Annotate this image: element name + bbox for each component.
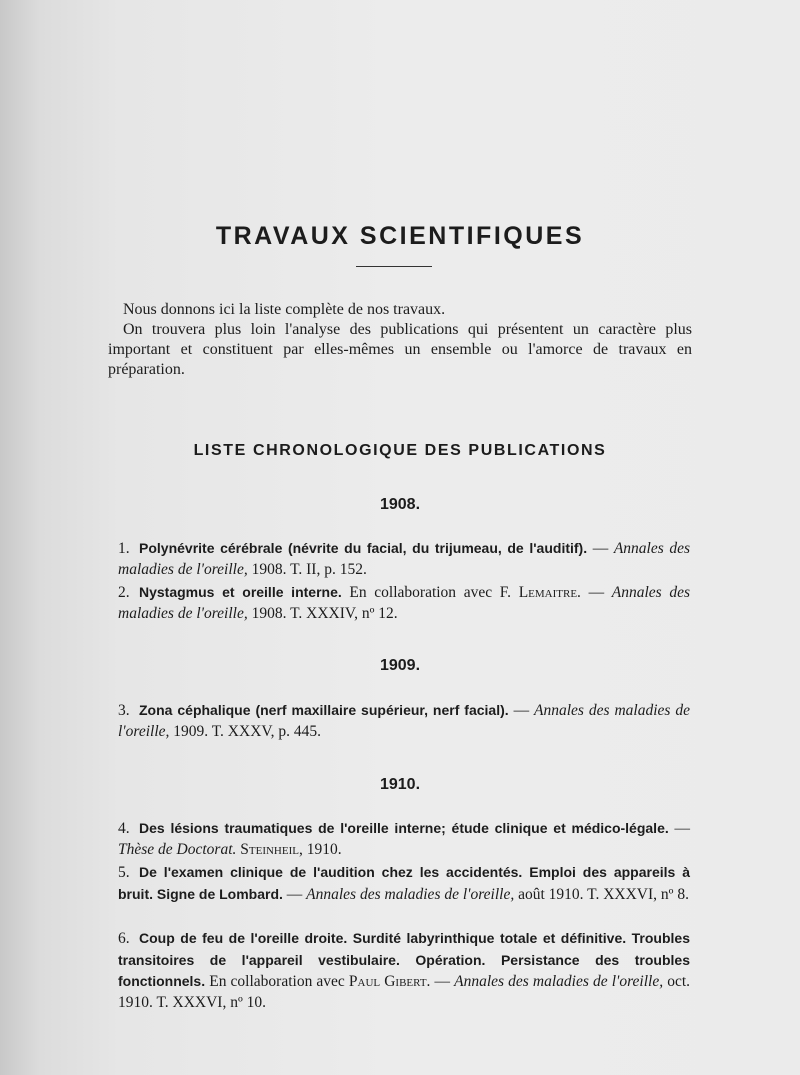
entry-journal: Annales des maladies de l'oreille, [118, 702, 690, 740]
publication-entry-1 [118, 538, 690, 580]
entry-reference: août 1910. T. XXXVI, nº 8. [514, 885, 689, 903]
entry-number: 3. [118, 702, 130, 719]
entry-dash: — [668, 820, 690, 837]
entry-number: 5. [118, 864, 130, 881]
page-title: TRAVAUX SCIENTIFIQUES [215, 222, 585, 250]
section-heading: LISTE CHRONOLOGIQUE DES PUBLICATIONS [193, 442, 607, 459]
publication-entry-6 [118, 928, 690, 1013]
entry-author: Paul Gibert [348, 973, 427, 990]
title-underline [356, 266, 432, 267]
entry-number: 2. [118, 584, 130, 601]
entry-journal: Thèse de Doctorat. [118, 840, 237, 858]
year-heading-1908: 1908. [379, 496, 421, 513]
entry-title: Coup de feu de l'oreille droite. Surdité labyrinthique totale et définitive. Troubles transitoires de l'appareil vestibulaire. Opération. Persistance des troubles fonctionnels. [118, 930, 690, 989]
intro-line-2: On trouvera plus loin l'analyse des publications qui présentent un caractère plus important et constituent par elles-mêmes un ensemble ou l'amorce de travaux en préparation. [108, 321, 692, 378]
entry-title: Des lésions traumatiques de l'oreille interne; étude clinique et médico-légale. [139, 820, 669, 836]
publication-entry-3 [118, 700, 690, 742]
publication-entry-4 [118, 818, 690, 860]
entry-collaboration: En collaboration avec F. [341, 584, 519, 601]
entry-dash: — [282, 885, 307, 903]
entry-reference: 1908. T. XXXIV, nº 12. [247, 604, 398, 622]
entry-author: Lemaitre [518, 584, 578, 601]
intro-line-1: Nous donnons ici la liste complète de nos travaux. [123, 301, 446, 318]
entry-journal: Annales des maladies de l'oreille, [454, 973, 664, 990]
entry-title: Polynévrite cérébrale (névrite du facial, du trijumeau, de l'auditif). [139, 540, 588, 556]
entry-journal: Annales des maladies de l'oreille, [118, 540, 691, 578]
entry-journal: Annales des maladies de l'oreille, [306, 885, 515, 903]
entry-number: 4. [118, 820, 130, 837]
entry-reference: , 1910. [298, 840, 342, 858]
entry-journal: Annales des maladies de l'oreille, [118, 584, 691, 622]
publication-entry-2 [118, 582, 690, 624]
intro-paragraph [108, 300, 692, 380]
entry-collaboration: En collaboration avec [205, 973, 349, 990]
entry-number: 1. [118, 540, 130, 557]
entry-title: De l'examen clinique de l'audition chez les accidentés. Emploi des appareils à bruit. Signe de Lombard. [118, 864, 690, 902]
year-heading-1909: 1909. [379, 657, 421, 674]
entry-reference: 1908. T. II, p. 152. [247, 560, 367, 578]
publication-entry-5 [118, 862, 690, 905]
entry-dash: — [587, 540, 614, 557]
entry-reference: 1909. T. XXXV, p. 445. [169, 722, 321, 740]
entry-dash: — [508, 702, 535, 719]
entry-title: Nystagmus et oreille interne. [139, 584, 342, 600]
entry-title: Zona céphalique (nerf maxillaire supérieur, nerf facial). [139, 702, 509, 718]
entry-dash: . — [426, 973, 455, 990]
entry-dash: . — [577, 584, 612, 601]
entry-number: 6. [118, 930, 130, 947]
entry-publisher: Steinheil [240, 840, 299, 858]
entry-reference: oct. 1910. T. XXXVI, nº 10. [118, 973, 691, 1011]
year-heading-1910: 1910. [379, 776, 421, 793]
